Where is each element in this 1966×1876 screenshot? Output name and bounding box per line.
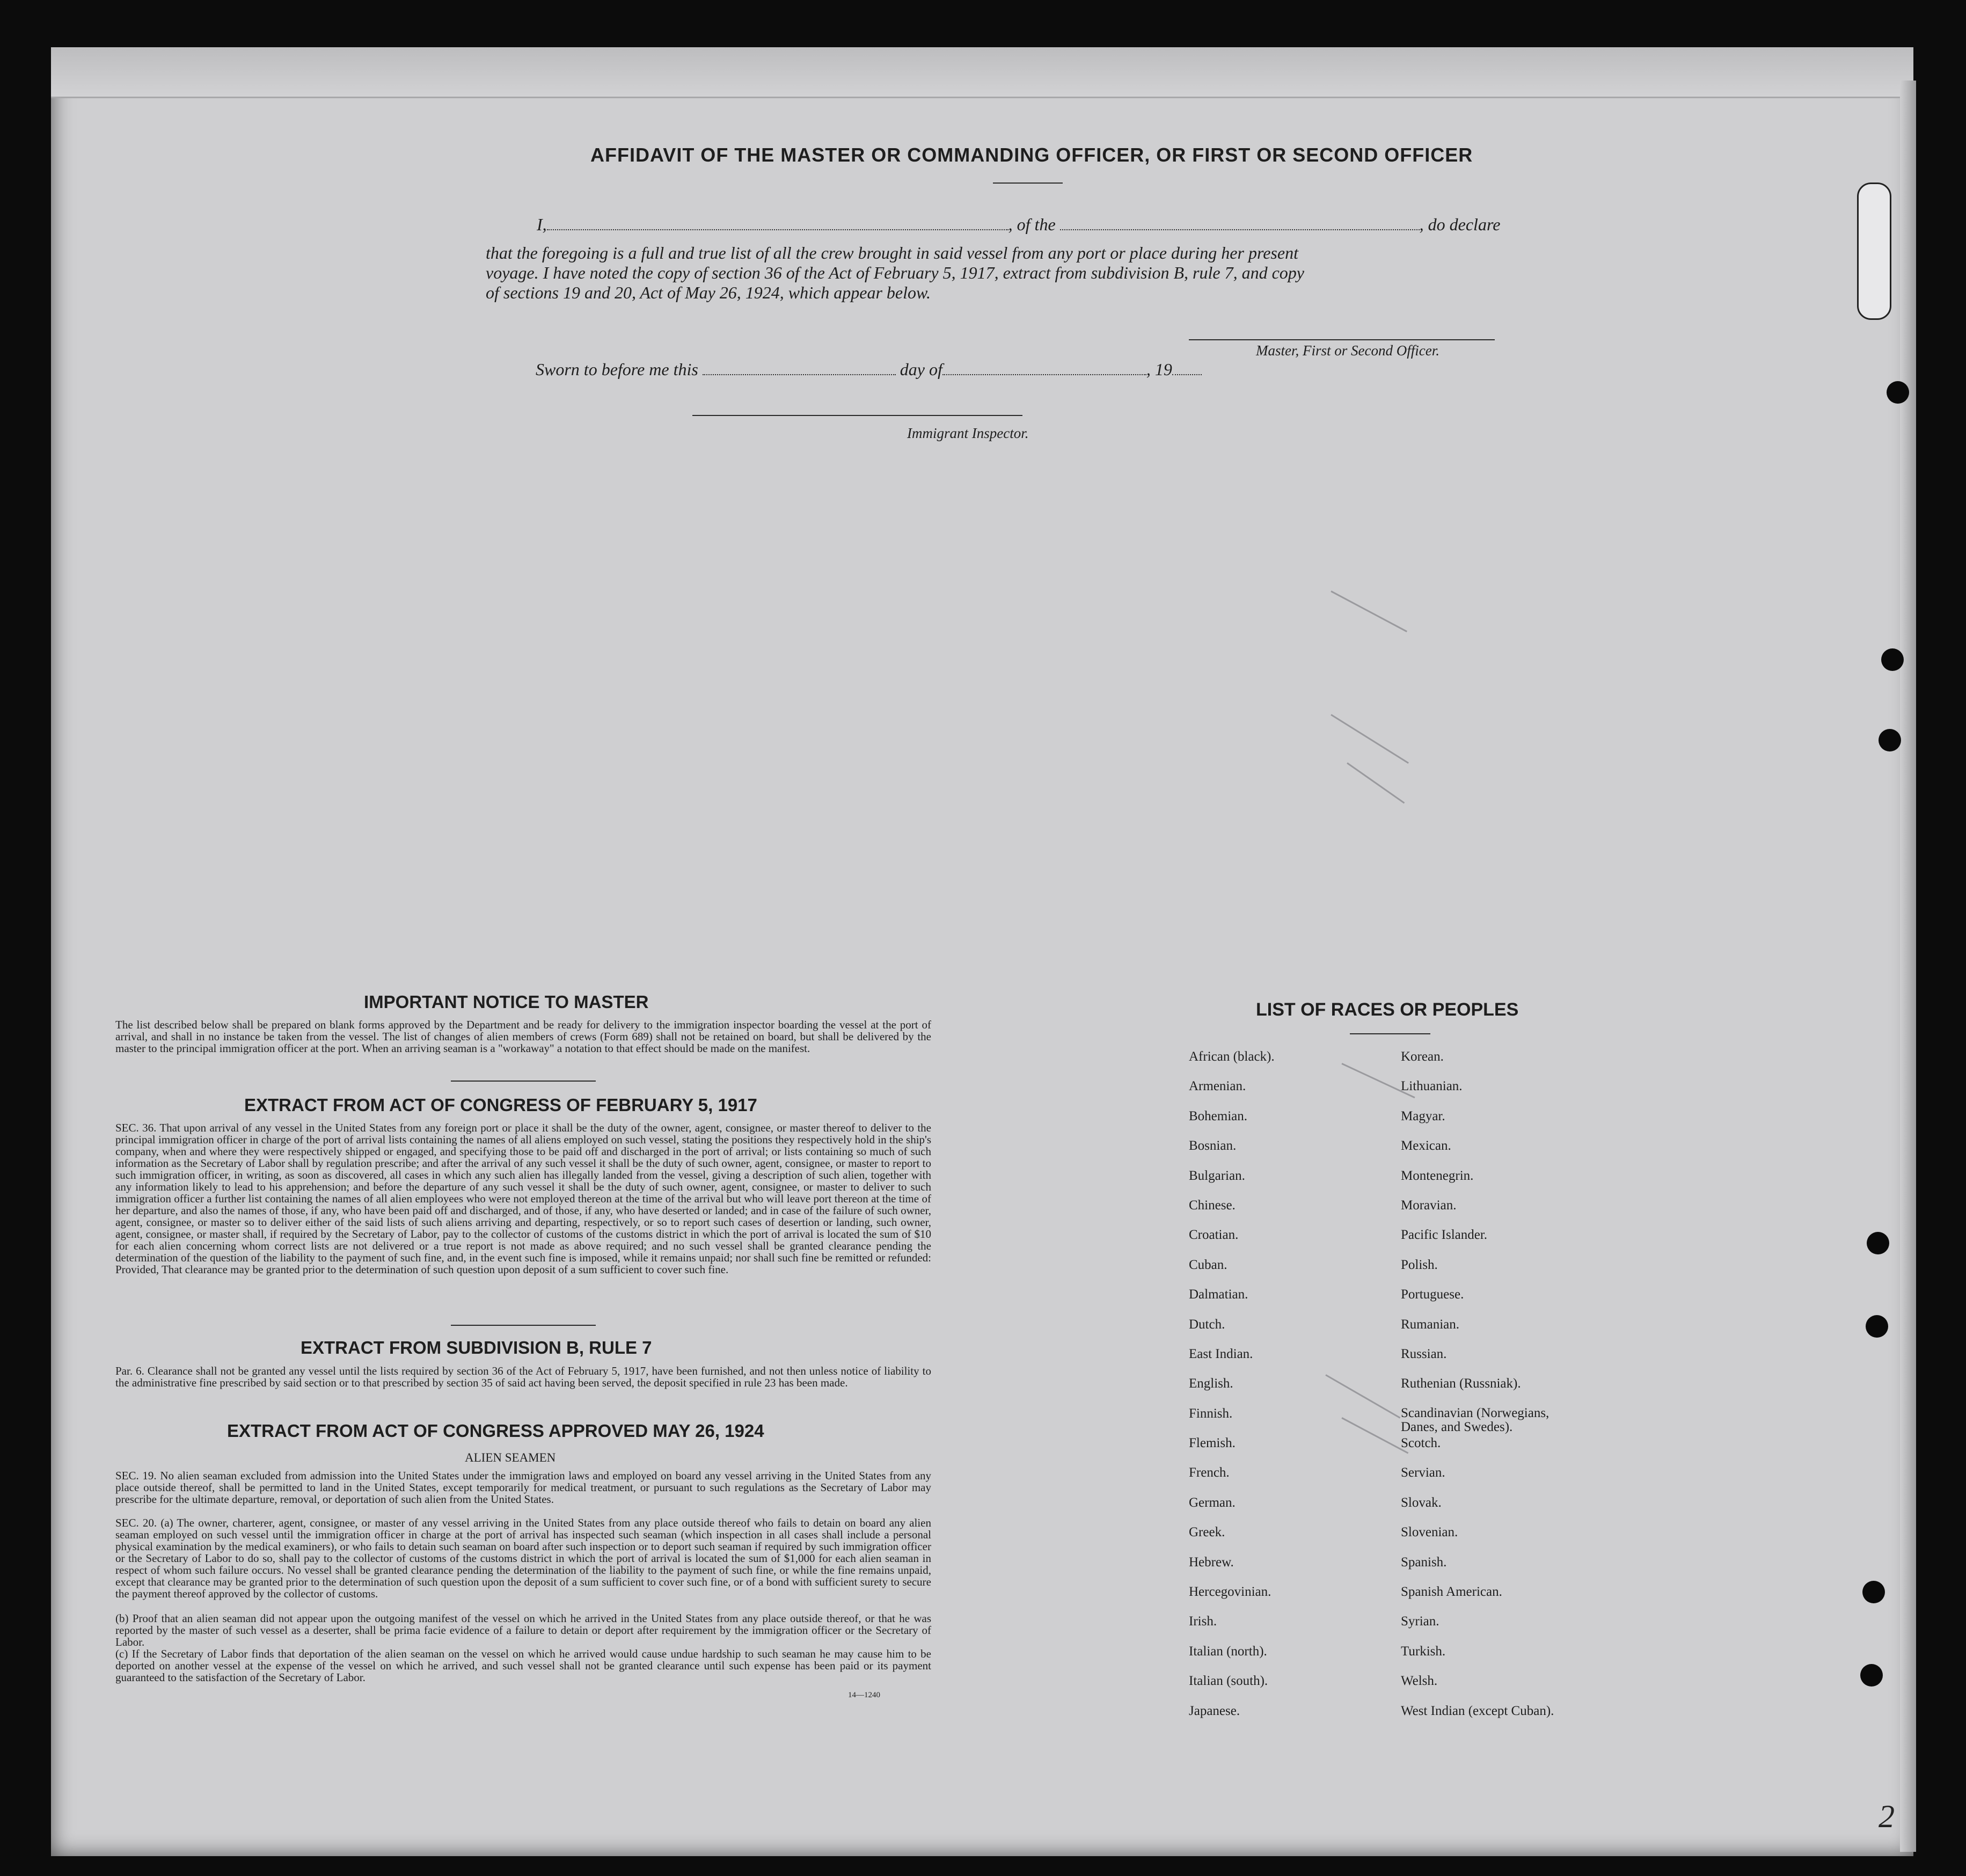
folded-top-edge xyxy=(51,47,1913,98)
master-signature-line[interactable] xyxy=(1189,339,1495,340)
race-item: Armenian. xyxy=(1189,1079,1246,1094)
sworn-year: , 19 xyxy=(1146,360,1172,379)
race-item: Bosnian. xyxy=(1189,1138,1237,1154)
race-item: Scotch. xyxy=(1401,1436,1441,1451)
sworn-prefix: Sworn to before me this xyxy=(536,360,698,379)
race-item: East Indian. xyxy=(1189,1346,1253,1361)
sec20c-text: (c) If the Secretary of Labor finds that deportation of the alien seaman on the vessel on which he arrived would cause undue hardship to such seaman he may cause him to be deported on another vessel at the expense of the vessel on which he arrived, and such vessel shall not be granted clearance until such expense has been paid or its payment guaranteed to the satisfaction of the Secretary of Labor. xyxy=(115,1647,931,1684)
extract-1924-title: EXTRACT FROM ACT OF CONGRESS APPROVED MAY 26, 1924 xyxy=(227,1421,764,1441)
inspector-signature-line[interactable] xyxy=(692,415,1022,416)
form-number: 14—1240 xyxy=(848,1691,880,1699)
race-item: Russian. xyxy=(1401,1346,1447,1361)
affidavit-declare: , do declare xyxy=(1419,215,1501,234)
sworn-year-field[interactable] xyxy=(1172,374,1202,375)
race-item: Hercegovinian. xyxy=(1189,1585,1271,1600)
sec20b-text: (b) Proof that an alien seaman did not appear upon the outgoing manifest of the vessel on which he arrived in the United States from any place outside thereof, or that he was reported by the master of such vessel as a deserter, shall be prima facie evidence of a failure to detain or deport after requirement by the immigration officer or the Secretary of Labor. xyxy=(115,1612,931,1648)
race-item: Montenegrin. xyxy=(1401,1168,1474,1183)
race-item: Spanish. xyxy=(1401,1554,1447,1570)
binder-hole xyxy=(1860,1664,1883,1687)
race-item: Rumanian. xyxy=(1401,1317,1460,1332)
notice-text: The list described below shall be prepared on blank forms approved by the Department and be ready for delivery to the immigration inspector boarding the vessel at the port of arrival, and shall in no instance be taken from the vessel. The list of changes of alien members of crews (Form 689) shall not be retained on board, but shall be delivered by the master to the principal immigration officer at the port. When an arriving seaman is a "workaway" a notation to that effect should be made on the manifest. xyxy=(115,1018,931,1055)
race-item: Italian (south). xyxy=(1189,1674,1268,1689)
race-item: Scandinavian (Norwegians, Danes, and Swedes). xyxy=(1401,1405,1550,1434)
notice-title: IMPORTANT NOTICE TO MASTER xyxy=(364,992,649,1012)
race-item: Bohemian. xyxy=(1189,1108,1248,1123)
affidavit-line-2: that the foregoing is a full and true list of all the crew brought in said vessel from any port or place during her present xyxy=(486,243,1298,262)
race-item: African (black). xyxy=(1189,1049,1275,1064)
binder-hole xyxy=(1881,648,1904,671)
race-item: Greek. xyxy=(1189,1525,1225,1540)
race-item: Spanish American. xyxy=(1401,1585,1502,1600)
sworn-line xyxy=(536,360,1202,379)
margin-note: 2 xyxy=(1879,1799,1895,1834)
race-item: English. xyxy=(1189,1376,1233,1391)
race-item: Portuguese. xyxy=(1401,1287,1464,1302)
sworn-day-of: day of xyxy=(900,360,942,379)
race-item: Dutch. xyxy=(1189,1317,1225,1332)
race-item: French. xyxy=(1189,1465,1230,1480)
race-item: Chinese. xyxy=(1189,1198,1236,1213)
race-item: Polish. xyxy=(1401,1257,1438,1272)
races-right-column xyxy=(1401,1049,1583,1733)
race-item: Croatian. xyxy=(1189,1228,1239,1243)
master-signature-label: Master, First or Second Officer. xyxy=(1256,342,1439,359)
race-item: Syrian. xyxy=(1401,1614,1439,1629)
binder-hole xyxy=(1887,381,1909,404)
race-item: Servian. xyxy=(1401,1465,1445,1480)
vessel-field[interactable] xyxy=(1060,229,1420,230)
extract-1917-title: EXTRACT FROM ACT OF CONGRESS OF FEBRUARY 5, 1917 xyxy=(244,1095,757,1115)
race-item: Italian (north). xyxy=(1189,1644,1267,1659)
binder-hole xyxy=(1866,1315,1888,1338)
binder-clip xyxy=(1857,183,1891,320)
race-item: Bulgarian. xyxy=(1189,1168,1245,1183)
race-item: Ruthenian (Russniak). xyxy=(1401,1376,1521,1391)
race-item: West Indian (except Cuban). xyxy=(1401,1703,1554,1718)
sec19-text: SEC. 19. No alien seaman excluded from admission into the United States under the immigration laws and employed on board any vessel arriving in the United States from any place outside thereof, shall be permitted to land in the United States, except temporarily for medical treatment, or pursuant to such regulations as the Secretary of Labor may prescribe for the ultimate departure, removal, or deportation of such alien from the United States. xyxy=(115,1469,931,1506)
sworn-day-field[interactable] xyxy=(703,374,896,375)
race-item: Pacific Islander. xyxy=(1401,1228,1488,1243)
affidavit-line-4: of sections 19 and 20, Act of May 26, 1924, which appear below. xyxy=(486,283,931,302)
race-item: Mexican. xyxy=(1401,1138,1451,1154)
extract-1917-text: SEC. 36. That upon arrival of any vessel in the United States from any foreign port or place it shall be the duty of the owner, agent, consignee, or master thereof to deliver to the principal immigration officer in charge of the port of arrival lists containing the names of all aliens employed on such vessel, stating the positions they respectively hold in the ship's company, when and where they were respectively shipped or engaged, and specifying those to be paid off and discharged in the port of arrival; or lists containing so much of such information as the Secretary of Labor shall by regulation prescribe; and after the arrival of any such vessel it shall be the duty of such owner, agent, consignee, or master to report to such immigration officer, in writing, as soon as discovered, all cases in which any such alien has illegally landed from the vessel, giving a description of such alien, together with any information likely to lead to his apprehension; and before the departure of any such vessel it shall be the duty of such owner, agent, consignee, or master to deliver to such immigration officer a further list containing the names of all alien employees who were not employed thereon at the time of the arrival but who will leave port thereon at the time of her departure, and also the names of those, if any, who have been paid off and discharged, and of those, if any, who have deserted or landed; and in case of the failure of such owner, agent, consignee, or master so to deliver either of the said lists of such aliens arriving and departing, respectively, or so to report such cases of desertion or landing, such owner, agent, consignee, or master shall, if required by the Secretary of Labor, pay to the collector of customs of the customs district in which the port of arrival is located the sum of $10 for each alien concerning whom correct lists are not delivered or a true report is not made as above required; and no such vessel shall be granted clearance pending the determination of the question of the liability to the payment of such fine, and, in the event such fine is imposed, while it remains unpaid; nor shall such fine be remitted or refunded: Provided, That clearance may be granted prior to the determination of such question upon deposit of a sum sufficient to cover such fine. xyxy=(115,1121,931,1276)
race-item: Welsh. xyxy=(1401,1674,1438,1689)
name-field[interactable] xyxy=(547,229,1008,230)
race-item: Moravian. xyxy=(1401,1198,1457,1213)
page-edge-shadow xyxy=(1900,81,1916,1852)
race-item: Turkish. xyxy=(1401,1644,1446,1659)
extract-1924-subtitle: ALIEN SEAMEN xyxy=(465,1451,556,1464)
race-item: Lithuanian. xyxy=(1401,1079,1463,1094)
affidavit-title: AFFIDAVIT OF THE MASTER OR COMMANDING OFFICER, OR FIRST OR SECOND OFFICER xyxy=(590,144,1473,166)
race-item: Cuban. xyxy=(1189,1257,1227,1272)
divider xyxy=(451,1081,596,1082)
affidavit-line-3: voyage. I have noted the copy of section 36 of the Act of February 5, 1917, extract from subdivision B, rule 7, and copy xyxy=(486,263,1304,282)
sworn-month-field[interactable] xyxy=(942,374,1146,375)
binder-hole xyxy=(1862,1581,1885,1603)
race-item: Slovak. xyxy=(1401,1495,1442,1510)
races-rule xyxy=(1350,1033,1430,1034)
binder-hole xyxy=(1879,729,1901,751)
race-item: Korean. xyxy=(1401,1049,1444,1064)
rule7-text: Par. 6. Clearance shall not be granted any vessel until the lists required by section 36 of the Act of February 5, 1917, have been furnished, and not then unless notice of liability to the administrative fine prescribed by said section or to that prescribed by section 35 of said act having been served, the deposit specified in rule 23 has been made. xyxy=(115,1364,931,1389)
race-item: Slovenian. xyxy=(1401,1525,1458,1540)
race-item: Japanese. xyxy=(1189,1703,1240,1718)
race-item: Flemish. xyxy=(1189,1436,1236,1451)
affidavit-i: I, xyxy=(537,215,547,234)
sec20a-text: SEC. 20. (a) The owner, charterer, agent, consignee, or master of any vessel arriving in the United States from any place outside thereof who fails to detain on board any alien seaman employed on such vessel until the immigration officer in charge at the port of arrival has inspected such seaman (which inspection in all cases shall include a personal physical examination by the medical examiners), or who fails to detain such seaman on board after such inspection or to deport such seaman if required by such immigration officer or the Secretary of Labor to do so, shall pay to the collector of customs of the customs district in which the port of arrival is located the sum of $1,000 for each alien seaman in respect of whom such failure occurs. No vessel shall be granted clearance pending the determination of the liability to the payment of such fine, or while the fine remains unpaid, except that clearance may be granted prior to the determination of such question upon the deposit of a sum sufficient to cover such fine, or of a bond with sufficient surety to secure the payment thereof approved by the collector of customs. xyxy=(115,1516,931,1600)
race-item: Dalmatian. xyxy=(1189,1287,1248,1302)
binder-hole xyxy=(1867,1232,1889,1254)
inspector-label: Immigrant Inspector. xyxy=(907,425,1029,441)
rule7-title: EXTRACT FROM SUBDIVISION B, RULE 7 xyxy=(301,1338,652,1357)
affidavit-line-1 xyxy=(537,215,1500,235)
race-item: Finnish. xyxy=(1189,1406,1233,1421)
divider xyxy=(451,1325,596,1326)
races-title: LIST OF RACES OR PEOPLES xyxy=(1256,999,1519,1020)
race-item: Magyar. xyxy=(1401,1108,1445,1123)
title-rule xyxy=(993,183,1063,184)
affidavit-of-the: , of the xyxy=(1008,215,1056,234)
race-item: Hebrew. xyxy=(1189,1554,1234,1570)
race-item: German. xyxy=(1189,1495,1236,1510)
races-left-column xyxy=(1189,1049,1275,1733)
race-item: Irish. xyxy=(1189,1614,1217,1629)
